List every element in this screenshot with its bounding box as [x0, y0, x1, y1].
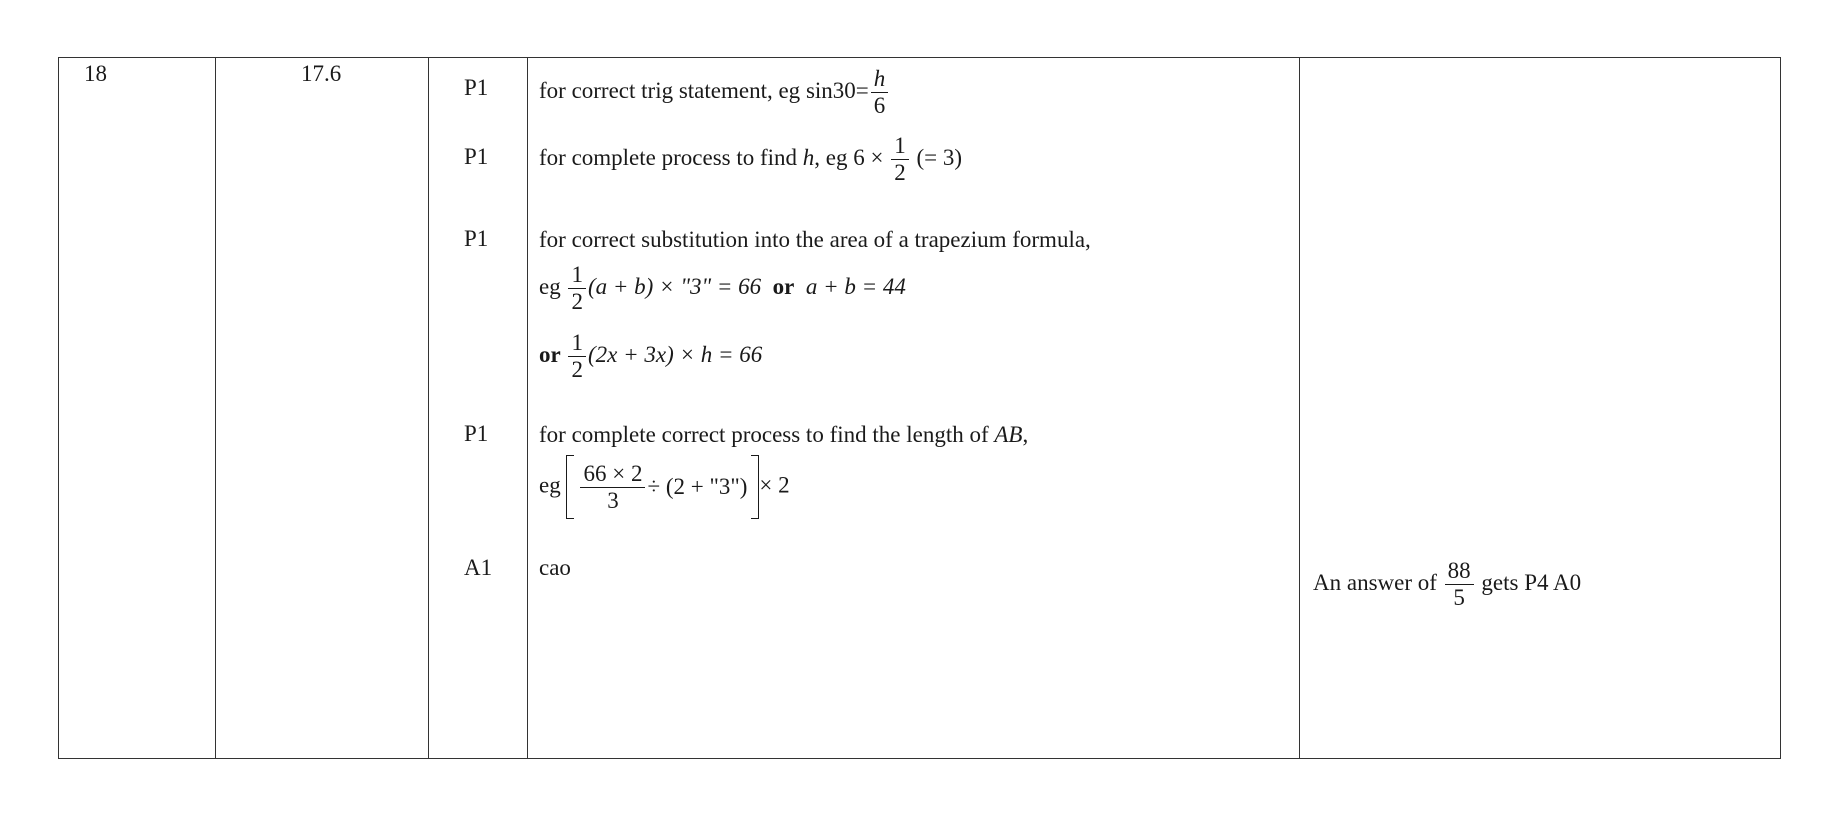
fraction [580, 461, 645, 514]
comment-text: gets P4 A0 [1481, 569, 1582, 595]
fraction-numerator: 1 [568, 262, 586, 289]
fraction-denominator: 6 [873, 93, 886, 118]
fraction-denominator: 3 [607, 487, 619, 513]
math-factor: 6 × [853, 144, 884, 170]
guidance-text: for correct trig statement, eg [539, 77, 806, 103]
fraction-numerator: 1 [568, 330, 586, 357]
mark-code: P1 [464, 226, 489, 251]
fraction-denominator: 2 [894, 160, 906, 185]
math-var: AB [994, 422, 1023, 447]
fraction-numerator: 1 [891, 133, 909, 160]
mark-code: P1 [464, 421, 489, 446]
fraction-numerator: h [871, 66, 889, 93]
fraction [891, 133, 909, 186]
question-number: 18 [84, 61, 107, 86]
mark-code: P1 [464, 75, 489, 100]
guidance-text: , [1022, 422, 1029, 447]
guidance-trapezium-or [539, 330, 762, 383]
column-divider [1299, 58, 1300, 758]
answer-value: 17.6 [301, 61, 342, 86]
math-func: sin [805, 77, 833, 103]
fraction [871, 66, 889, 119]
or-label: or [539, 341, 561, 367]
math-expression: × 2 [759, 472, 790, 498]
guidance-find-h [539, 133, 962, 186]
math-expression: a + b = 44 [805, 273, 906, 299]
fraction-numerator: 66 × 2 [580, 461, 645, 488]
eg-label: eg [539, 472, 561, 498]
guidance-length-ab-eg [539, 455, 790, 519]
math-expression: ÷ (2 + "3") [647, 474, 748, 499]
comment-text: An answer of [1313, 569, 1437, 595]
or-label: or [772, 273, 795, 299]
column-divider [527, 58, 528, 758]
comment-note [1313, 558, 1581, 611]
guidance-text: for complete process to find [539, 144, 803, 170]
fraction [568, 262, 586, 315]
guidance-trig-statement [539, 66, 890, 119]
eg-label: eg [539, 273, 561, 299]
math-expression: (2x + 3x) × h = 66 [587, 341, 763, 367]
fraction [1445, 558, 1474, 611]
column-divider [215, 58, 216, 758]
guidance-text: for complete correct process to find the length of [539, 422, 995, 447]
math-var: h [802, 144, 815, 170]
math-suffix: (= 3) [916, 144, 963, 170]
mark-code: P1 [464, 144, 489, 169]
guidance-trapezium-eg [539, 262, 906, 315]
fraction-denominator: 5 [1453, 585, 1465, 610]
fraction-numerator: 88 [1445, 558, 1474, 585]
fraction-denominator: 2 [571, 357, 583, 382]
math-expression: (a + b) × "3" = 66 [587, 273, 762, 299]
guidance-text: , eg [814, 144, 854, 170]
guidance-trapezium-line: for correct substitution into the area of a trapezium formula, [539, 227, 1091, 252]
column-divider [428, 58, 429, 758]
mark-code: A1 [464, 555, 493, 580]
fraction-denominator: 2 [571, 289, 583, 314]
left-bracket [566, 455, 574, 519]
guidance-length-ab-line [539, 421, 1028, 449]
guidance-cao: cao [539, 555, 571, 580]
math-arg: 30 [832, 77, 856, 103]
fraction [568, 330, 586, 383]
math-equals: = [855, 77, 869, 103]
bracketed-expression [566, 455, 759, 519]
